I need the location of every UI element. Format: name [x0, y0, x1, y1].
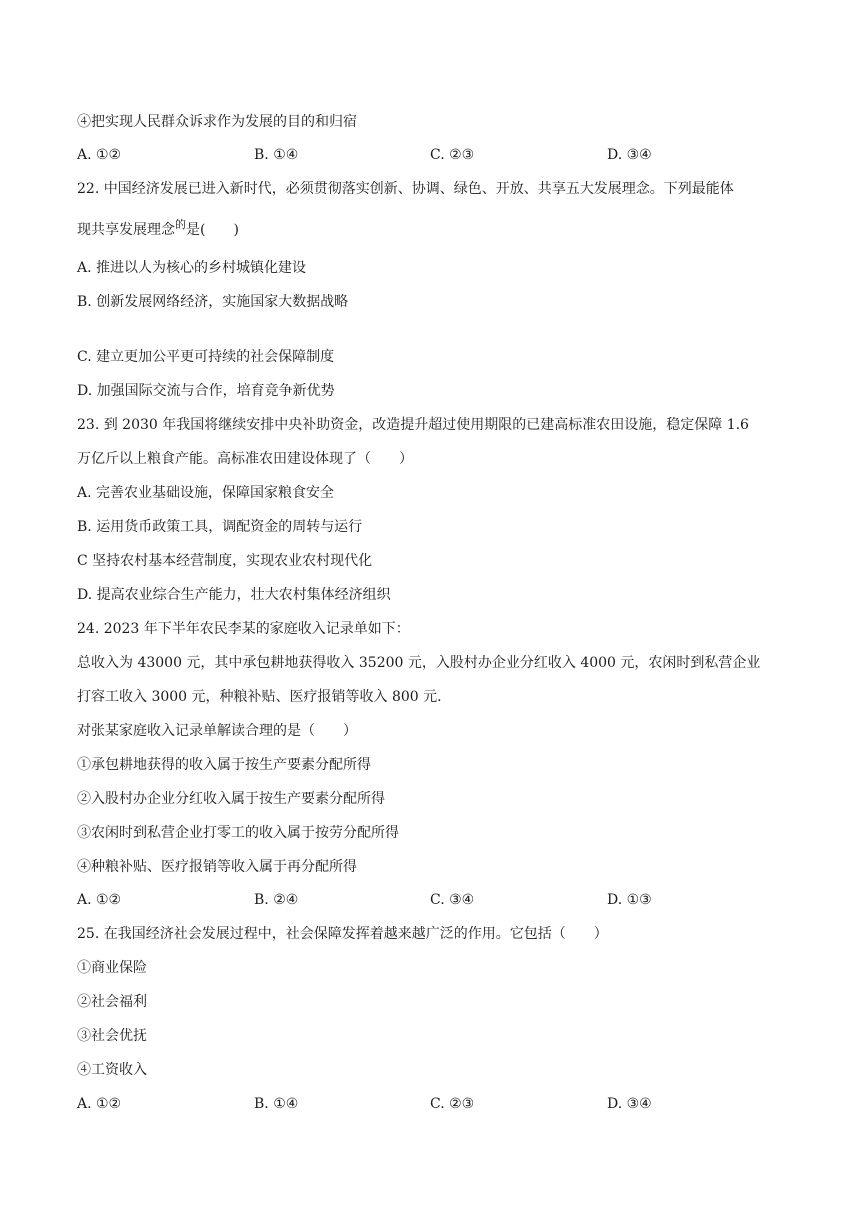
q24-option-a: A. ①② — [77, 892, 122, 908]
q21-option-d: D. ③④ — [607, 147, 652, 163]
q22-option-a: A. 推进以人为核心的乡村城镇化建设 — [77, 260, 307, 276]
q21-item-4: ④把实现人民群众诉求作为发展的目的和归宿 — [77, 114, 357, 130]
q21-options — [77, 146, 797, 164]
q25-options — [77, 1095, 797, 1113]
q22-stem-de: 的 — [175, 218, 186, 231]
q21-option-c: C. ②③ — [430, 147, 475, 163]
q22-stem-text-b: 是( ) — [186, 222, 239, 238]
q24-stem-line-2: 总收入为 43000 元，其中承包耕地获得收入 35200 元，入股村办企业分红收入 4000 元，农闲时到私营企业 — [77, 655, 761, 671]
q23-option-c: C 坚持农村基本经营制度，实现农业农村现代化 — [77, 553, 373, 569]
q24-item-1: ①承包耕地获得的收入属于按生产要素分配所得 — [77, 757, 371, 773]
q25-option-d: D. ③④ — [607, 1096, 652, 1112]
q22-option-c: C. 建立更加公平更可持续的社会保障制度 — [77, 349, 335, 365]
q25-item-2: ②社会福利 — [77, 994, 147, 1010]
q22-option-d: D. 加强国际交流与合作，培育竞争新优势 — [77, 383, 335, 399]
q24-item-2: ②入股村办企业分红收入属于按生产要素分配所得 — [77, 791, 385, 807]
q24-option-b: B. ②④ — [254, 892, 299, 908]
q23-stem-line-2: 万亿斤以上粮食产能。高标准农田建设体现了（ ） — [77, 451, 413, 467]
q25-option-a: A. ①② — [77, 1096, 122, 1112]
q25-item-3: ③社会优抚 — [77, 1028, 147, 1044]
q22-option-b: B. 创新发展网络经济，实施国家大数据战略 — [77, 294, 349, 310]
q24-stem-line-4: 对张某家庭收入记录单解读合理的是（ ） — [77, 723, 357, 739]
q24-stem-line-1: 24. 2023 年下半年农民李某的家庭收入记录单如下： — [77, 621, 410, 637]
q22-stem-line-1: 22. 中国经济发展已进入新时代，必须贯彻落实创新、协调、绿色、开放、共享五大发展理念。下列最能体 — [77, 181, 734, 197]
q24-option-d: D. ①③ — [607, 892, 652, 908]
q21-option-b: B. ①④ — [254, 147, 299, 163]
q22-stem-text-a: 现共享发展理念 — [77, 222, 175, 238]
q24-stem-line-3: 打容工收入 3000 元，种粮补贴、医疗报销等收入 800 元. — [77, 689, 442, 705]
q23-option-b: B. 运用货币政策工具，调配资金的周转与运行 — [77, 519, 363, 535]
q24-option-c: C. ③④ — [430, 892, 475, 908]
q21-option-a: A. ①② — [77, 147, 122, 163]
q24-item-4: ④种粮补贴、医疗报销等收入属于再分配所得 — [77, 859, 357, 875]
q22-stem-line-2 — [77, 218, 239, 240]
q25-stem-line-1: 25. 在我国经济社会发展过程中，社会保障发挥着越来越广泛的作用。它包括（ ） — [77, 926, 608, 942]
q23-option-a: A. 完善农业基础设施，保障国家粮食安全 — [77, 485, 335, 501]
q23-stem-line-1: 23. 到 2030 年我国将继续安排中央补助资金，改造提升超过使用期限的已建高标准农田设施，稳定保障 1.6 — [77, 417, 749, 433]
q25-item-4: ④工资收入 — [77, 1062, 147, 1078]
q25-option-c: C. ②③ — [430, 1096, 475, 1112]
q25-option-b: B. ①④ — [254, 1096, 299, 1112]
q24-item-3: ③农闲时到私营企业打零工的收入属于按劳分配所得 — [77, 825, 399, 841]
q23-option-d: D. 提高农业综合生产能力，壮大农村集体经济组织 — [77, 587, 391, 603]
q24-options — [77, 891, 797, 909]
q25-item-1: ①商业保险 — [77, 960, 147, 976]
